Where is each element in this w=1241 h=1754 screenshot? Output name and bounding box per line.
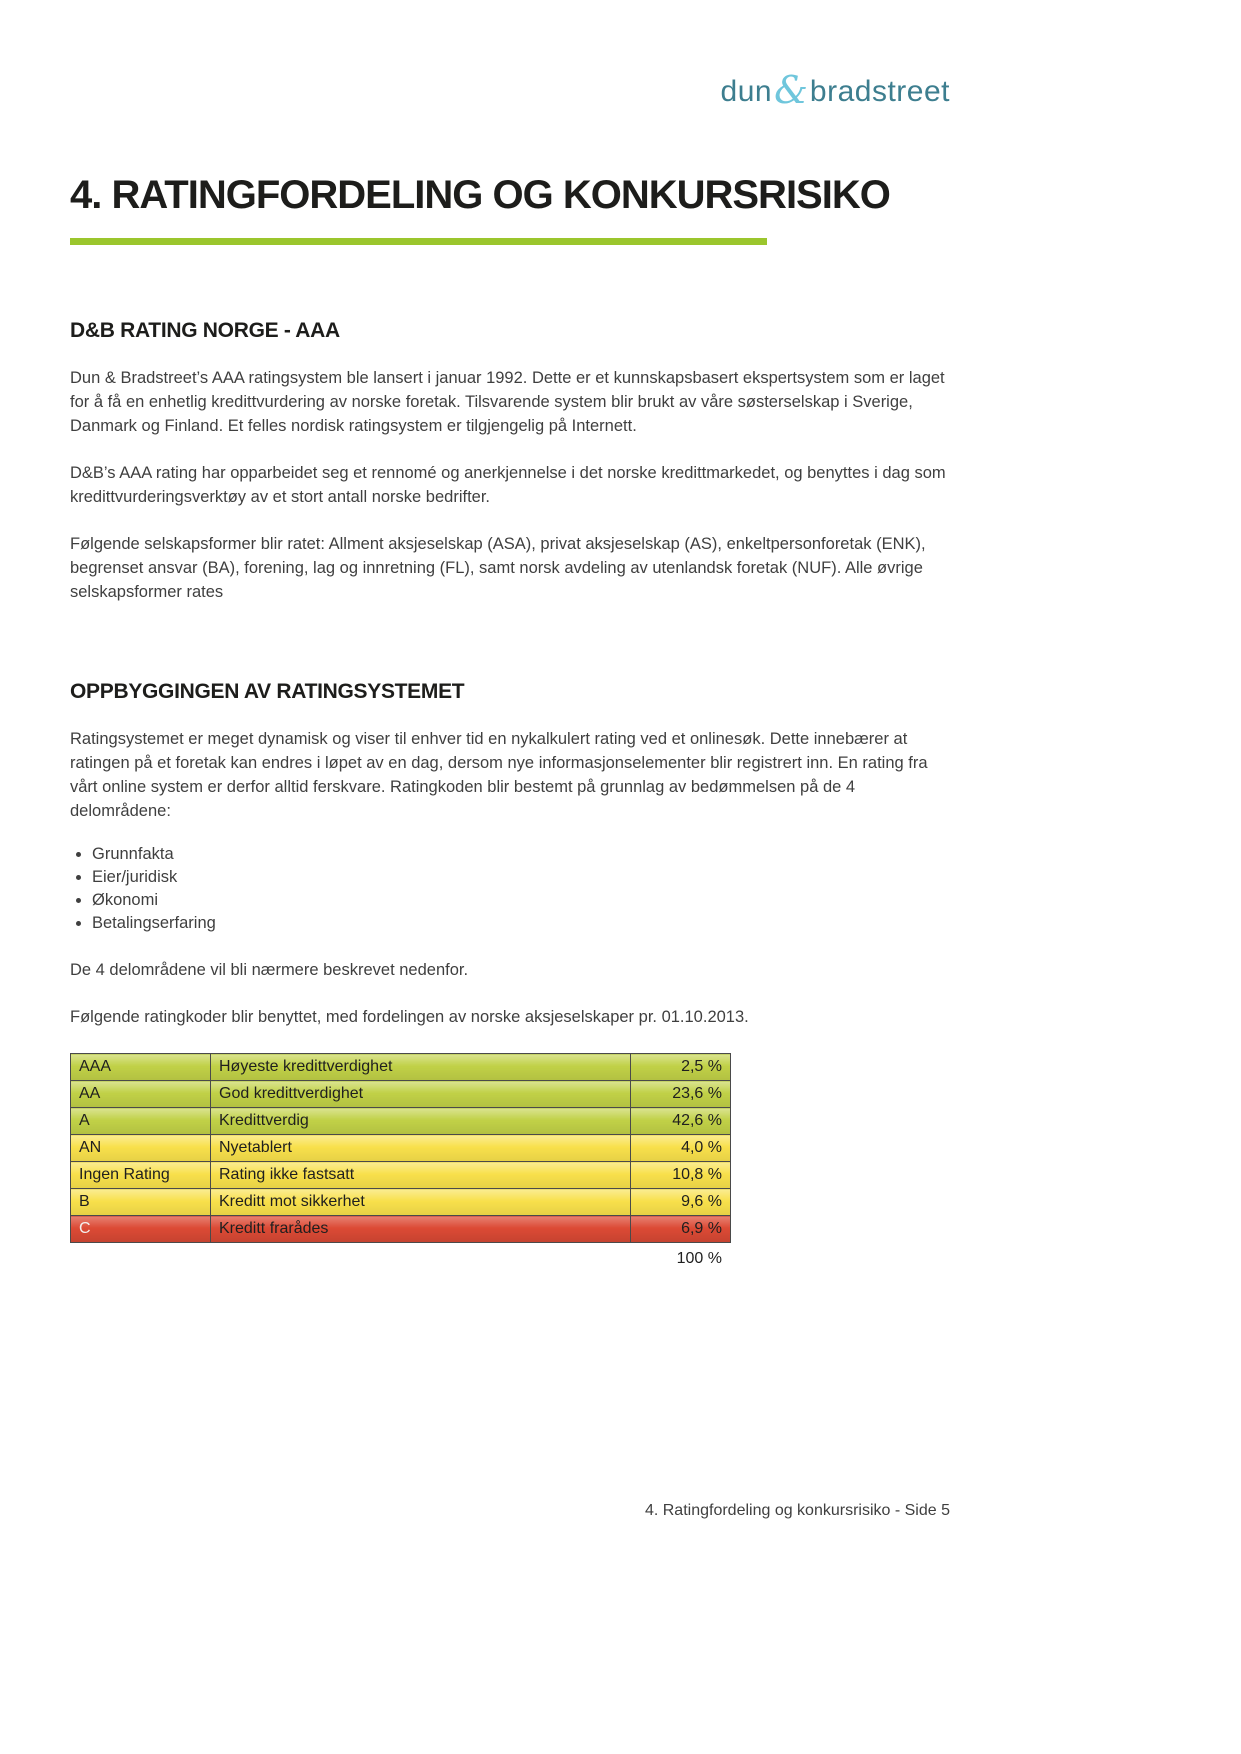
logo-text-bradstreet: bradstreet: [809, 75, 950, 108]
paragraph: Ratingsystemet er meget dynamisk og viser til enhver tid en nykalkulert rating ved et onlinesøk. Dette innebærer at ratingen på et foretak kan endres i løpet av en dag, dersom nye informasjonselementer blir registrert inn. En rating fra vårt online system er derfor alltid ferskvare. Ratingkoden blir bestemt på grunnlag av bedømmelsen på de 4 delområdene:: [70, 730, 928, 820]
rating-code-cell: Ingen Rating: [71, 1162, 211, 1189]
paragraph: Følgende selskapsformer blir ratet: Allment aksjeselskap (ASA), privat aksjeselskap (AS), enkeltpersonforetak (ENK), begrenset ansvar (BA), forening, lag og innretning (FL), samt norsk avdeling av utenlandsk foretak (NUF). Alle øvrige selskapsformer rates: [70, 535, 926, 601]
rating-description-cell: Kredittverdig: [211, 1108, 631, 1135]
rating-code-cell: C: [71, 1216, 211, 1243]
list-item: • Betalingserfaring: [92, 912, 950, 935]
table-row: [71, 1189, 731, 1216]
dun-bradstreet-logo: [70, 68, 950, 115]
section-heading-db-rating-norge: D&B RATING NORGE - AAA: [70, 319, 340, 342]
rating-description-cell: Kreditt mot sikkerhet: [211, 1189, 631, 1216]
rating-description-cell: Høyeste kredittverdighet: [211, 1054, 631, 1081]
rating-percent-cell: 10,8 %: [631, 1162, 731, 1189]
table-row: [71, 1108, 731, 1135]
logo-ampersand-icon: &: [774, 68, 808, 112]
table-row: [71, 1135, 731, 1162]
list-item: • Eier/juridisk: [92, 866, 950, 889]
rating-percent-cell: 23,6 %: [631, 1081, 731, 1108]
paragraph: D&B’s AAA rating har opparbeidet seg et rennomé og anerkjennelse i det norske kredittmarkedet, og benyttes i dag som kredittvurderingsverktøy av et stort antall norske bedrifter.: [70, 464, 946, 506]
rating-description-cell: Nyetablert: [211, 1135, 631, 1162]
paragraph: De 4 delområdene vil bli nærmere beskrevet nedenfor.: [70, 961, 469, 979]
rating-percent-cell: 9,6 %: [631, 1189, 731, 1216]
logo-text-dun: dun: [720, 75, 773, 108]
table-row: [71, 1054, 731, 1081]
rating-areas-list: [70, 843, 950, 935]
rating-code-cell: AAA: [71, 1054, 211, 1081]
section-heading-oppbyggingen: OPPBYGGINGEN AV RATINGSYSTEMET: [70, 680, 465, 703]
title-accent-rule: [70, 238, 767, 245]
table-row: [71, 1081, 731, 1108]
table-row: [71, 1216, 731, 1243]
rating-percent-cell: 42,6 %: [631, 1108, 731, 1135]
rating-code-cell: A: [71, 1108, 211, 1135]
paragraph: Dun & Bradstreet’s AAA ratingsystem ble lansert i januar 1992. Dette er et kunnskapsbasert ekspertsystem som er laget for å få en enhetlig kredittvurdering av norske foretak. Tilsvarende system blir brukt av våre søsterselskap i Sverige, Danmark og Finland. Et felles nordisk ratingsystem er tilgjengelig på Internett.: [70, 369, 945, 435]
list-item: • Grunnfakta: [92, 843, 950, 866]
rating-code-cell: AN: [71, 1135, 211, 1162]
paragraph: Følgende ratingkoder blir benyttet, med fordelingen av norske aksjeselskaper pr. 01.10.2013.: [70, 1008, 749, 1026]
rating-description-cell: Kreditt frarådes: [211, 1216, 631, 1243]
rating-code-cell: AA: [71, 1081, 211, 1108]
table-total: 100 %: [676, 1250, 722, 1267]
list-item: • Økonomi: [92, 889, 950, 912]
rating-percent-cell: 4,0 %: [631, 1135, 731, 1162]
rating-percent-cell: 6,9 %: [631, 1216, 731, 1243]
rating-percent-cell: 2,5 %: [631, 1054, 731, 1081]
page-footer: 4. Ratingfordeling og konkursrisiko - Side 5: [644, 1502, 950, 1519]
table-row: [71, 1162, 731, 1189]
rating-code-cell: B: [71, 1189, 211, 1216]
page-title: 4. RATINGFORDELING OG KONKURSRISIKO: [70, 173, 890, 217]
rating-distribution-table: [70, 1053, 731, 1243]
page-content: [0, 68, 1241, 1268]
rating-description-cell: God kredittverdighet: [211, 1081, 631, 1108]
rating-description-cell: Rating ikke fastsatt: [211, 1162, 631, 1189]
